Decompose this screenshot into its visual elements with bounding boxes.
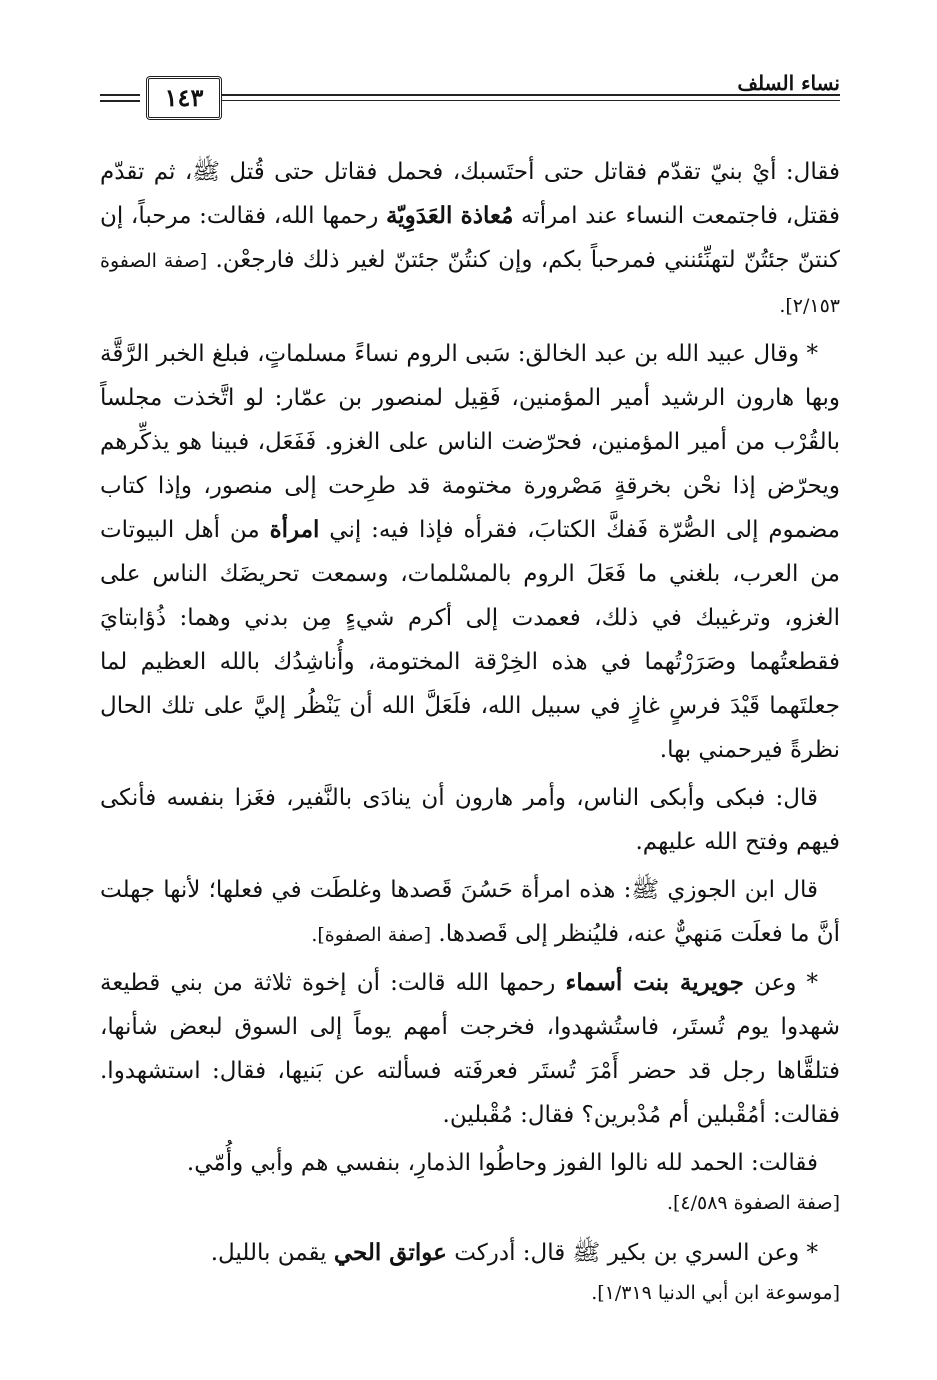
- paragraph: قال: فبكى وأبكى الناس، وأمر هارون أن ينادَى بالنَّفير، فغَزا بنفسه فأنكى فيهم وفتح الله عليهم.: [100, 785, 840, 855]
- header-rule: [100, 94, 140, 96]
- paragraph: قال ابن الجوزي ﷺ: هذه امرأة حَسُنَ قَصدها وغلطَت في فعلها؛ لأنها جهلت أنَّ ما فعلَت مَنهيٌّ عنه، فليُنظر إلى قَصدها. [صفة الصفوة].: [100, 877, 840, 947]
- paragraph: * وعن السري بن بكير ﷺ قال: أدركت عواتق الحي يقمن بالليل.: [210, 1239, 818, 1266]
- page-number: ١٤٣: [146, 76, 222, 120]
- paragraph: فقالت: الحمد لله نالوا الفوز وحاطُوا الذمارِ، بنفسي هم وأبي وأُمّي.: [186, 1150, 818, 1176]
- header-rule: [100, 100, 140, 102]
- paragraph: * وعن جويرية بنت أسماء رحمها الله قالت: أن إخوة ثلاثة من بني قطيعة شهدوا يوم تُستَر، فاستُشهدوا، فخرجت أمهم يوماً إلى السوق لبعض شأنها، فتلقَّاها رجل قد حضر أَمْرَ تُستَر فعرفَته فسألته عن بَنيها، فقال: استشهدوا. فقالت: أمُقْبلين أم مُدْبرين؟ فقال: مُقْبلين.: [100, 969, 840, 1128]
- bold-name: عواتق الحي: [333, 1239, 447, 1266]
- paragraph: فقال: أيْ بنيّ تقدّم فقاتل حتى أحتَسبك، فحمل فقاتل حتى قُتل ﷺ، ثم تقدّم فقتل، فاجتمعت النساء عند امرأته مُعاذة العَدَوِيّة رحمها الله، فقالت: مرحباً، إن كنتنّ جئتُنّ لتهنِّئنني فمرحباً بكم، وإن كنتُنّ جئتنّ لغير ذلك فارجعْن. [صفة الصفوة ٢/١٥٣].: [100, 159, 840, 317]
- header-rule: [220, 100, 840, 101]
- paragraph: * وقال عبيد الله بن عبد الخالق: سَبى الروم نساءً مسلماتٍ، فبلغ الخبر الرَّقَّة وبها هارون الرشيد أمير المؤمنين، فَقِيل لمنصور بن عمّار: لو اتَّخذت مجلساً بالقُرْب من أمير المؤمنين، فحرّضت الناس على الغزو. فَفَعَل، فبينا هو يذكِّرهم ويحرّض إذا نحْن بخرقةٍ مَصْرورة مختومة قد طرِحت إلى منصور، وإذا كتاب مضموم إلى الصُّرّة فَفكَّ الكتابَ، فقرأه فإذا فيه: إني امرأة من أهل البيوتات من العرب، بلغني ما فَعَلَ الروم بالمسْلمات، وسمعت تحريضَك الناس على الغزو، وترغيبك في ذلك، فعمدت إلى أكرم شيءٍ مِن بدني وهما: ذُؤابتايَ فقطعتُهما وصَرَرْتُهما في هذه الخِرْقة المختومة، وأُناشِدُك بالله العظيم لما جعلتَهما قَيْدَ فرسٍ غازٍ في سبيل الله، فلَعَلَّ الله أن يَنْظُر إليَّ على تلك الحال نظرةً فيرحمني بها.: [100, 341, 840, 763]
- citation: [صفة الصفوة ٤/٥٨٩].: [666, 1192, 840, 1214]
- bold-name: امرأة: [269, 516, 320, 543]
- book-title: نساء السلف: [729, 72, 840, 94]
- bold-name: مُعاذة العَدَوِيّة: [385, 202, 514, 229]
- page-body: [100, 150, 840, 1321]
- page-header: [100, 72, 840, 124]
- citation: [صفة الصفوة].: [311, 924, 432, 946]
- bold-name: جويرية بنت أسماء: [565, 969, 744, 996]
- citation: [موسوعة ابن أبي الدنيا ١/٣١٩].: [591, 1282, 840, 1304]
- citation: [صفة الصفوة ٢/١٥٣].: [100, 250, 840, 317]
